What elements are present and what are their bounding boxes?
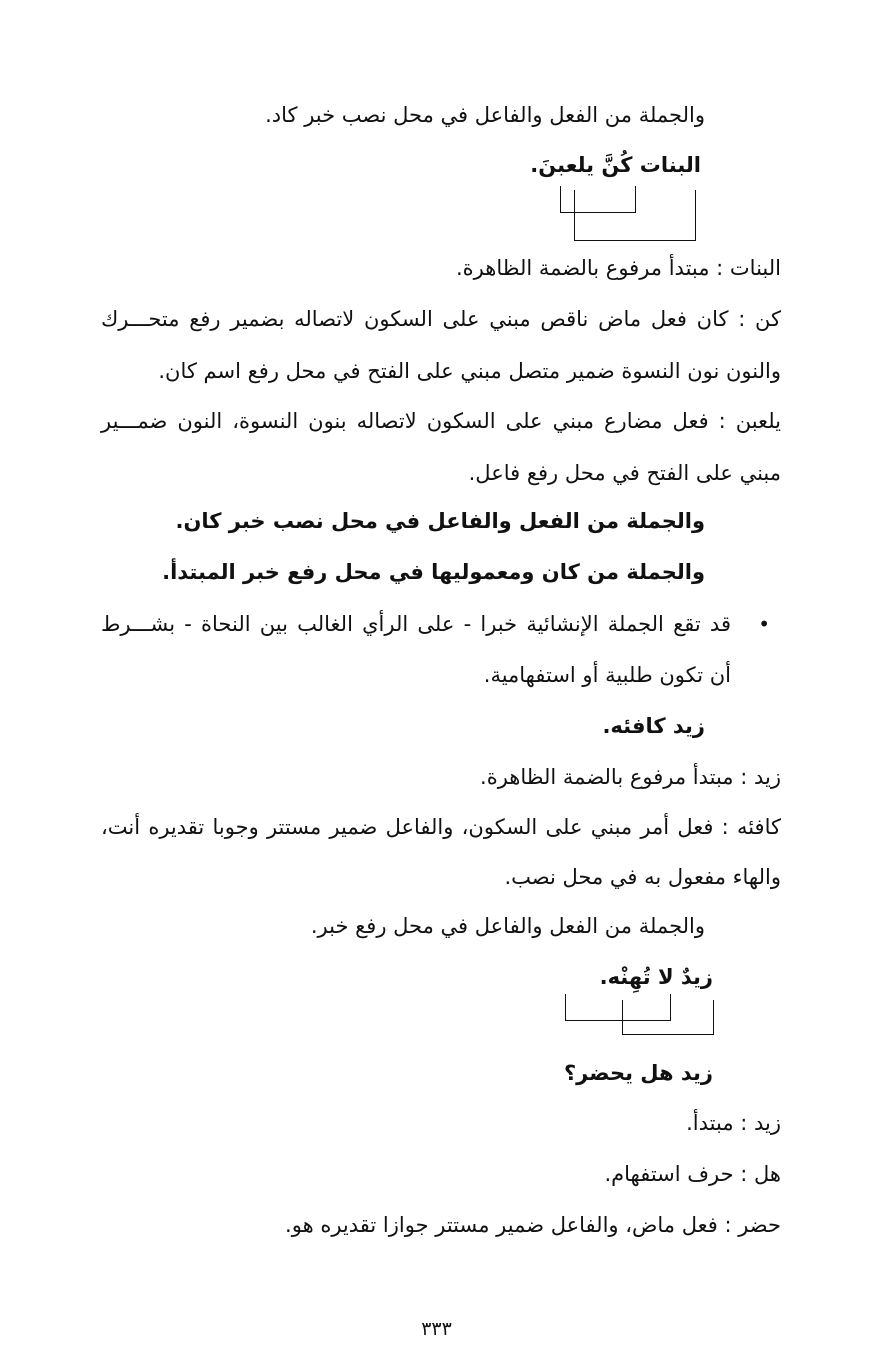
parse-line: يلعبن : فعل مضارع مبني على السكون لاتصاله بنون النسوة، النون ضمـــير — [101, 409, 781, 433]
example-sentence: زيد هل يحضر؟ — [564, 1061, 713, 1085]
parse-line: والهاء مفعول به في محل نصب. — [504, 865, 781, 889]
sentence-line: والجملة من الفعل والفاعل في محل رفع خبر. — [310, 914, 705, 938]
parse-line: كافئه : فعل أمر مبني على السكون، والفاعل ضمير مستتر وجوبا تقديره أنت، — [101, 815, 781, 839]
rule-line: قد تقع الجملة الإنشائية خبرا - على الرأي الغالب بين النحاة - بشـــرط — [101, 612, 731, 636]
bullet-icon: • — [758, 612, 770, 636]
parse-line: زيد : مبتدأ. — [686, 1111, 781, 1135]
parse-bracket-outer — [622, 1000, 714, 1035]
example-sentence: البنات كُنَّ يلعبنَ. — [530, 153, 701, 177]
parse-line: والنون نون النسوة ضمير متصل مبني على الفتح في محل رفع اسم كان. — [158, 359, 781, 383]
parse-bracket-outer — [574, 190, 696, 241]
sentence-line: والجملة من كان ومعموليها في محل رفع خبر المبتدأ. — [162, 560, 705, 584]
parse-line: كن : كان فعل ماض ناقص مبني على السكون لاتصاله بضمير رفع متحـــرك — [101, 307, 781, 331]
parse-line: زيد : مبتدأ مرفوع بالضمة الظاهرة. — [480, 765, 781, 789]
page-number: ٣٣٣ — [421, 1318, 452, 1340]
example-sentence: زيد كافئه. — [602, 714, 705, 738]
parse-line: البنات : مبتدأ مرفوع بالضمة الظاهرة. — [455, 256, 781, 280]
example-sentence: زيدٌ لا تُهِنْه. — [599, 965, 713, 989]
rule-line: أن تكون طلبية أو استفهامية. — [483, 663, 731, 687]
sentence-line: والجملة من الفعل والفاعل في محل نصب خبر كان. — [175, 509, 705, 533]
parse-line: حضر : فعل ماض، والفاعل ضمير مستتر جوازا تقديره هو. — [285, 1213, 781, 1237]
parse-line: هل : حرف استفهام. — [604, 1162, 781, 1186]
parse-line: مبني على الفتح في محل رفع فاعل. — [468, 461, 781, 485]
sentence-line: والجملة من الفعل والفاعل في محل نصب خبر كاد. — [265, 103, 705, 127]
